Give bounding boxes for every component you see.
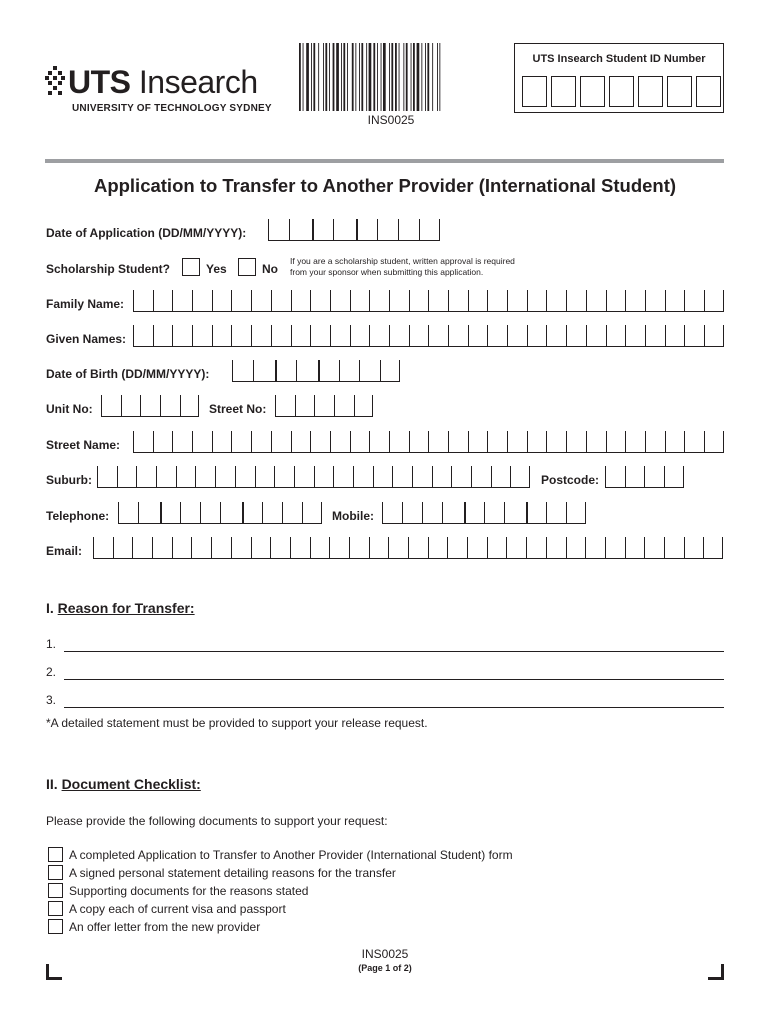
character-box[interactable] [428,325,448,347]
character-box[interactable] [409,290,429,312]
character-box[interactable] [448,431,468,453]
character-box[interactable] [231,290,251,312]
character-box[interactable] [471,466,491,488]
character-box[interactable] [192,431,212,453]
character-box[interactable] [172,325,192,347]
page-title: Application to Transfer to Another Provider (International Student) [93,175,677,196]
character-box[interactable] [369,431,389,453]
character-box[interactable] [295,395,315,417]
character-box[interactable] [625,431,645,453]
character-box[interactable] [200,502,220,524]
date-of-application-label: Date of Application (DD/MM/YYYY): [46,226,247,240]
character-box[interactable] [507,290,527,312]
character-box[interactable] [97,466,117,488]
character-box[interactable] [350,290,370,312]
character-box[interactable] [526,537,546,559]
yes-label: Yes [206,262,227,276]
character-box[interactable] [448,290,468,312]
character-box[interactable] [491,466,511,488]
character-box[interactable] [133,290,153,312]
mobile-field[interactable] [382,502,586,524]
student-id-cell[interactable] [667,76,692,107]
character-box[interactable] [349,537,369,559]
character-box[interactable] [251,537,271,559]
character-box[interactable] [271,290,291,312]
email-field[interactable] [93,537,723,559]
character-box[interactable] [566,325,586,347]
telephone-field[interactable] [118,502,322,524]
character-box[interactable] [296,360,317,382]
character-box[interactable] [333,219,354,241]
character-box[interactable] [703,537,723,559]
character-box[interactable] [664,466,684,488]
character-box[interactable] [176,466,196,488]
character-box[interactable] [684,290,704,312]
character-box[interactable] [312,219,333,241]
character-box[interactable] [271,431,291,453]
character-box[interactable] [389,290,409,312]
logo-subtitle: UNIVERSITY OF TECHNOLOGY SYDNEY [72,103,272,114]
scholarship-note-line-1: If you are a scholarship student, written approval is required [290,256,515,266]
character-box[interactable] [153,431,173,453]
character-box[interactable] [398,219,419,241]
character-box[interactable] [172,290,192,312]
character-box[interactable] [504,502,524,524]
character-box[interactable] [334,395,354,417]
character-box[interactable] [526,502,546,524]
character-box[interactable] [586,290,606,312]
character-box[interactable] [291,290,311,312]
character-box[interactable] [231,537,251,559]
character-box[interactable] [546,290,566,312]
character-box[interactable] [467,537,487,559]
character-box[interactable] [392,466,412,488]
character-box[interactable] [255,466,275,488]
character-box[interactable] [359,360,380,382]
uts-logo-icon [45,66,65,98]
character-box[interactable] [644,537,664,559]
reason-item-number: 3. [46,693,57,707]
corner-mark-icon [46,964,62,980]
character-box[interactable] [275,360,296,382]
email-label: Email: [46,544,83,558]
street-no-field[interactable] [275,395,373,417]
logo-secondary: Insearch [138,64,258,100]
character-box[interactable] [132,537,152,559]
character-box[interactable] [665,431,685,453]
character-box[interactable] [507,431,527,453]
street-no-label: Street No: [209,402,267,416]
student-id-cell[interactable] [609,76,634,107]
character-box[interactable] [442,502,462,524]
character-box[interactable] [468,325,488,347]
character-box[interactable] [231,325,251,347]
character-box[interactable] [412,466,432,488]
reason-section-number: I. [46,600,54,616]
character-box[interactable] [291,431,311,453]
reason-section-heading [46,600,195,616]
date-of-birth-field[interactable] [232,360,400,382]
character-box[interactable] [310,290,330,312]
character-box[interactable] [546,502,566,524]
student-id-cell[interactable] [522,76,547,107]
checklist-item [48,847,513,862]
character-box[interactable] [270,537,290,559]
character-box[interactable] [389,431,409,453]
scholarship-label: Scholarship Student? [46,262,171,276]
character-box[interactable] [373,466,393,488]
given-names-label: Given Names: [46,332,127,346]
student-id-box [514,43,724,113]
character-box[interactable] [235,466,255,488]
character-box[interactable] [487,290,507,312]
character-box[interactable] [350,325,370,347]
student-id-cell[interactable] [580,76,605,107]
character-box[interactable] [156,466,176,488]
character-box[interactable] [291,325,311,347]
character-box[interactable] [684,431,704,453]
character-box[interactable] [318,360,339,382]
character-box[interactable] [133,325,153,347]
character-box[interactable] [566,537,586,559]
character-box[interactable] [625,290,645,312]
student-id-cell[interactable] [696,76,721,107]
character-box[interactable] [356,219,377,241]
character-box[interactable] [377,219,398,241]
character-box[interactable] [251,290,271,312]
character-box[interactable] [704,431,724,453]
character-box[interactable] [487,325,507,347]
character-box[interactable] [665,325,685,347]
character-box[interactable] [180,502,200,524]
character-box[interactable] [289,219,310,241]
character-box[interactable] [282,502,302,524]
character-box[interactable] [487,537,507,559]
checklist-item [48,883,308,898]
character-box[interactable] [117,466,137,488]
mobile-label: Mobile: [332,509,374,523]
student-id-input[interactable] [522,76,721,107]
character-box[interactable] [314,395,334,417]
character-box[interactable] [409,431,429,453]
suburb-label: Suburb: [46,473,92,487]
character-box[interactable] [566,290,586,312]
character-box[interactable] [274,466,294,488]
character-box[interactable] [419,219,440,241]
character-box[interactable] [546,325,566,347]
checklist-checkbox[interactable] [48,919,63,934]
checklist-section-title: Document Checklist: [61,776,201,792]
character-box[interactable] [487,431,507,453]
checklist-item [48,919,260,934]
reason-line-1[interactable] [64,651,724,652]
character-box[interactable] [136,466,156,488]
character-box[interactable] [215,466,235,488]
character-box[interactable] [180,395,200,417]
character-box[interactable] [625,537,645,559]
checklist-item-label: Supporting documents for the reasons stated [69,883,309,898]
character-box[interactable] [275,395,295,417]
character-box[interactable] [447,537,467,559]
character-box[interactable] [153,325,173,347]
character-box[interactable] [350,431,370,453]
character-box[interactable] [153,290,173,312]
character-box[interactable] [389,325,409,347]
character-box[interactable] [645,431,665,453]
scholarship-no-checkbox[interactable] [238,258,256,276]
checklist-item-label: An offer letter from the new provider [69,919,261,934]
barcode-text: INS0025 [367,113,415,127]
character-box[interactable] [625,466,645,488]
character-box[interactable] [302,502,322,524]
character-box[interactable] [251,431,271,453]
street-name-label: Street Name: [46,438,121,452]
student-id-label: UTS Insearch Student ID Number [532,53,706,65]
reason-line-3[interactable] [64,707,724,708]
character-box[interactable] [93,537,113,559]
character-box[interactable] [195,466,215,488]
reason-item-number: 1. [46,637,57,651]
checklist-item [48,901,286,916]
checklist-item-label: A signed personal statement detailing reasons for the transfer [69,865,396,880]
character-box[interactable] [527,290,547,312]
character-box[interactable] [242,502,262,524]
character-box[interactable] [382,502,402,524]
character-box[interactable] [231,431,251,453]
character-box[interactable] [212,290,232,312]
character-box[interactable] [380,360,401,382]
character-box[interactable] [484,502,504,524]
character-box[interactable] [586,325,606,347]
reason-item-number: 2. [46,665,57,679]
character-box[interactable] [428,290,448,312]
character-box[interactable] [191,537,211,559]
character-box[interactable] [354,395,374,417]
character-box[interactable] [566,502,586,524]
character-box[interactable] [253,360,274,382]
given-names-field[interactable] [133,325,724,347]
character-box[interactable] [339,360,360,382]
character-box[interactable] [388,537,408,559]
logo-main: UTS [68,64,131,100]
checklist-section-number: II. [46,776,58,792]
character-box[interactable] [333,466,353,488]
date-of-application-field[interactable] [268,219,440,241]
character-box[interactable] [101,395,121,417]
student-id-cell[interactable] [638,76,663,107]
character-box[interactable] [422,502,442,524]
character-box[interactable] [664,537,684,559]
character-box[interactable] [113,537,133,559]
character-box[interactable] [448,325,468,347]
checklist-checkbox[interactable] [48,901,63,916]
character-box[interactable] [330,325,350,347]
character-box[interactable] [428,431,448,453]
character-box[interactable] [172,431,192,453]
character-box[interactable] [310,431,330,453]
character-box[interactable] [310,537,330,559]
character-box[interactable] [464,502,484,524]
character-box[interactable] [408,537,428,559]
scholarship-note-line-2: from your sponsor when submitting this application. [290,267,484,277]
character-box[interactable] [645,290,665,312]
suburb-field[interactable] [97,466,530,488]
character-box[interactable] [507,325,527,347]
checklist-checkbox[interactable] [48,865,63,880]
logo-wordmark [68,64,258,100]
checklist-item-label: A completed Application to Transfer to Another Provider (International Student) form [69,847,513,862]
character-box[interactable] [314,466,334,488]
character-box[interactable] [290,537,310,559]
telephone-label: Telephone: [46,509,110,523]
character-box[interactable] [369,290,389,312]
character-box[interactable] [684,325,704,347]
character-box[interactable] [451,466,471,488]
character-box[interactable] [369,325,389,347]
postcode-field[interactable] [605,466,684,488]
date-of-birth-label: Date of Birth (DD/MM/YYYY): [46,367,210,381]
barcode [297,43,485,111]
character-box[interactable] [546,537,566,559]
unit-no-label: Unit No: [46,402,93,416]
checklist-item-label: A copy each of current visa and passport [69,901,286,916]
character-box[interactable] [118,502,138,524]
character-box[interactable] [546,431,566,453]
character-box[interactable] [704,290,724,312]
character-box[interactable] [468,290,488,312]
corner-mark-icon [708,964,724,980]
family-name-label: Family Name: [46,297,125,311]
no-label: No [262,262,278,276]
character-box[interactable] [330,290,350,312]
character-box[interactable] [605,466,625,488]
character-box[interactable] [152,537,172,559]
student-id-cell[interactable] [551,76,576,107]
character-box[interactable] [606,290,626,312]
footer-page-number: (Page 1 of 2) [358,963,412,973]
character-box[interactable] [684,537,704,559]
character-box[interactable] [510,466,530,488]
character-box[interactable] [294,466,314,488]
character-box[interactable] [133,431,153,453]
character-box[interactable] [606,431,626,453]
character-box[interactable] [232,360,253,382]
character-box[interactable] [506,537,526,559]
character-box[interactable] [211,537,231,559]
footer-form-code: INS0025 [361,947,409,961]
unit-no-field[interactable] [101,395,199,417]
character-box[interactable] [212,431,232,453]
character-box[interactable] [527,431,547,453]
character-box[interactable] [160,502,180,524]
character-box[interactable] [428,537,448,559]
character-box[interactable] [409,325,429,347]
reason-section-title: Reason for Transfer: [57,600,195,616]
character-box[interactable] [704,325,724,347]
character-box[interactable] [586,431,606,453]
character-box[interactable] [271,325,291,347]
character-box[interactable] [262,502,282,524]
character-box[interactable] [625,325,645,347]
character-box[interactable] [402,502,422,524]
character-box[interactable] [121,395,141,417]
checklist-checkbox[interactable] [48,883,63,898]
character-box[interactable] [160,395,180,417]
checklist-section-heading [46,776,201,792]
character-box[interactable] [369,537,389,559]
header-divider [45,159,724,163]
scholarship-yes-checkbox[interactable] [182,258,200,276]
character-box[interactable] [527,325,547,347]
reason-line-2[interactable] [64,679,724,680]
family-name-field[interactable] [133,290,724,312]
character-box[interactable] [212,325,232,347]
character-box[interactable] [310,325,330,347]
character-box[interactable] [644,466,664,488]
checklist-item [48,865,396,880]
character-box[interactable] [192,325,212,347]
character-box[interactable] [585,537,605,559]
character-box[interactable] [251,325,271,347]
character-box[interactable] [220,502,240,524]
character-box[interactable] [665,290,685,312]
character-box[interactable] [138,502,158,524]
street-name-field[interactable] [133,431,724,453]
character-box[interactable] [140,395,160,417]
character-box[interactable] [566,431,586,453]
character-box[interactable] [645,325,665,347]
character-box[interactable] [172,537,192,559]
character-box[interactable] [329,537,349,559]
character-box[interactable] [468,431,488,453]
postcode-label: Postcode: [541,473,600,487]
character-box[interactable] [353,466,373,488]
checklist-intro: Please provide the following documents to support your request: [46,814,388,828]
character-box[interactable] [432,466,452,488]
reason-note: *A detailed statement must be provided to support your release request. [46,716,428,730]
checklist-checkbox[interactable] [48,847,63,862]
character-box[interactable] [330,431,350,453]
character-box[interactable] [268,219,289,241]
character-box[interactable] [605,537,625,559]
character-box[interactable] [606,325,626,347]
character-box[interactable] [192,290,212,312]
